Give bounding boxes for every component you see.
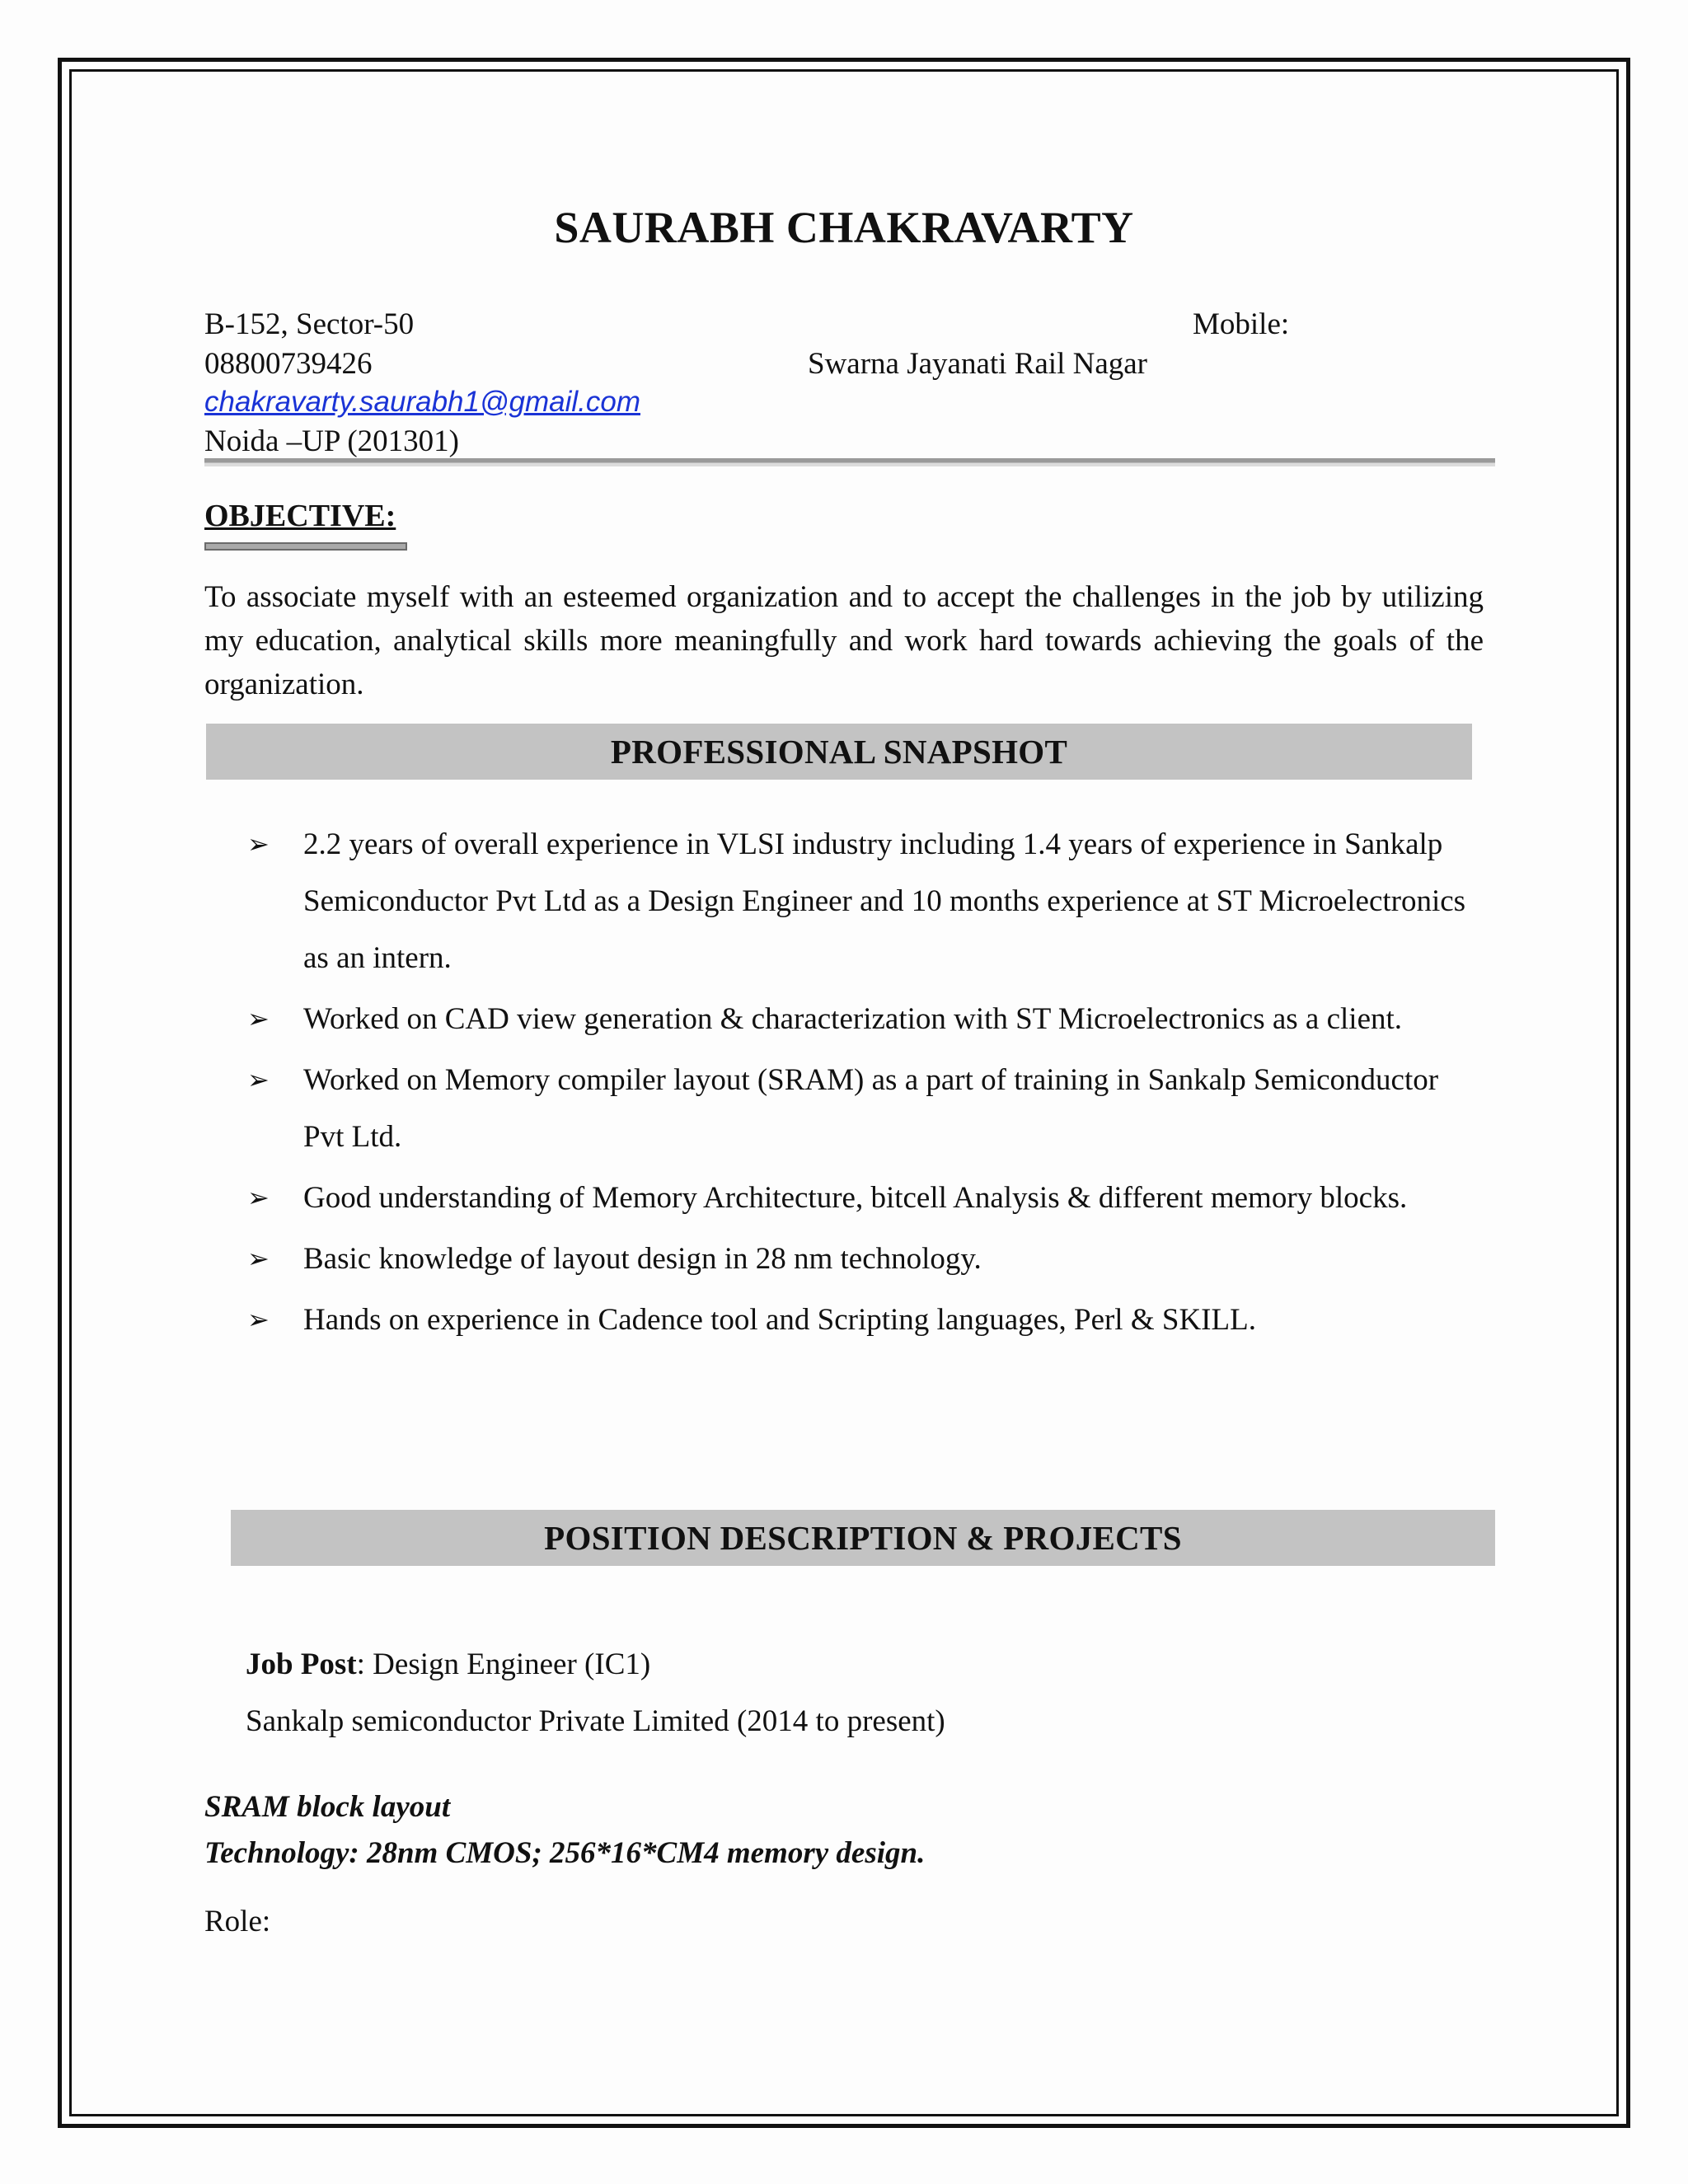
objective-underline: [204, 542, 407, 551]
list-item: [247, 816, 1484, 987]
job-post-label: Job Post: [246, 1647, 357, 1681]
list-item-text: Worked on CAD view generation & characterization with ST Microelectronics as a client.: [303, 1002, 1403, 1036]
arrow-bullet-icon: ➢: [247, 1182, 270, 1213]
list-item: [247, 991, 1484, 1047]
company-line: Sankalp semiconductor Private Limited (2014 to present): [246, 1704, 945, 1738]
section-heading-positions: [231, 1510, 1495, 1566]
list-item: [247, 1291, 1484, 1348]
list-item: [247, 1169, 1484, 1226]
candidate-name: SAURABH CHAKRAVARTY: [554, 203, 1134, 252]
job-post-line: [246, 1636, 945, 1693]
list-item-text: Worked on Memory compiler layout (SRAM) as a part of training in Sankalp Semiconductor Pvt Ltd.: [303, 1063, 1439, 1154]
objective-text: To associate myself with an esteemed organization and to accept the challenges in the job by utilizing my education, analytical skills more meaningfully and work hard towards achieving the goals of the organization.: [204, 580, 1484, 701]
snapshot-list: [247, 816, 1484, 1352]
list-item-text: 2.2 years of overall experience in VLSI industry including 1.4 years of experience in Sankalp Semiconductor Pvt Ltd as a Design Engineer and 10 months experience at ST Microelectronics as an intern.: [303, 827, 1466, 975]
arrow-bullet-icon: ➢: [247, 1064, 270, 1095]
mobile-number: 08800739426: [204, 347, 373, 381]
list-item: [247, 1052, 1484, 1165]
address-locality: Swarna Jayanati Rail Nagar: [808, 347, 1147, 381]
arrow-bullet-icon: ➢: [247, 828, 270, 860]
mobile-label: Mobile:: [1193, 307, 1290, 341]
list-item-text: Hands on experience in Cadence tool and Scripting languages, Perl & SKILL.: [303, 1303, 1256, 1337]
project-technology: Technology: 28nm CMOS; 256*16*CM4 memory design.: [204, 1836, 926, 1870]
list-item-text: Good understanding of Memory Architecture, bitcell Analysis & different memory blocks.: [303, 1181, 1408, 1215]
job-post-value: : Design Engineer (IC1): [356, 1647, 651, 1681]
project-block: [204, 1784, 925, 1877]
arrow-bullet-icon: ➢: [247, 1304, 270, 1335]
list-item: [247, 1230, 1484, 1287]
positions-heading-text: POSITION DESCRIPTION & PROJECTS: [544, 1519, 1182, 1557]
address-city: Noida –UP (201301): [204, 424, 459, 458]
role-label: Role:: [204, 1905, 271, 1938]
job-block: [246, 1636, 945, 1750]
arrow-bullet-icon: ➢: [247, 1003, 270, 1034]
list-item-text: Basic knowledge of layout design in 28 nm technology.: [303, 1242, 982, 1276]
header-divider: [204, 458, 1495, 466]
objective-heading: OBJECTIVE:: [204, 499, 396, 533]
snapshot-heading-text: PROFESSIONAL SNAPSHOT: [610, 733, 1068, 771]
address-line1: B-152, Sector-50: [204, 307, 415, 341]
section-heading-snapshot: [206, 724, 1472, 780]
arrow-bullet-icon: ➢: [247, 1243, 270, 1274]
email-link[interactable]: chakravarty.saurabh1@gmail.com: [204, 386, 640, 418]
project-title: SRAM block layout: [204, 1790, 451, 1824]
